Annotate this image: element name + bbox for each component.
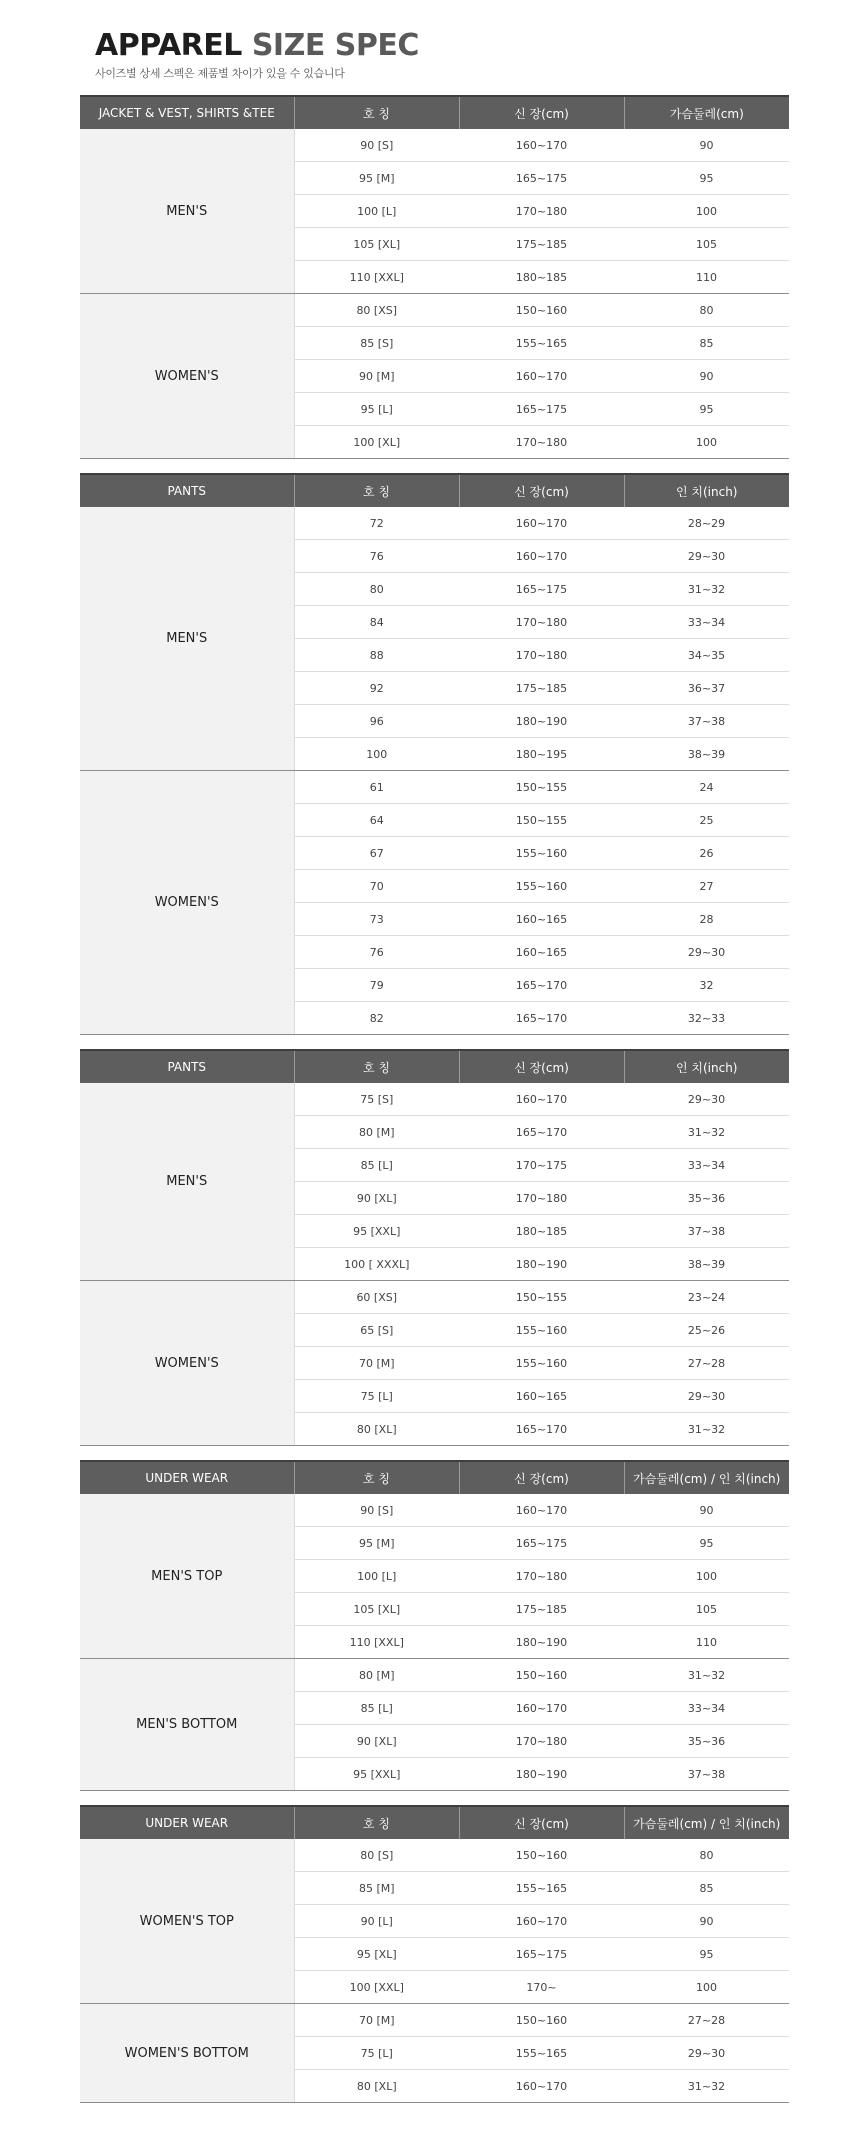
size-cell: 85 [L] xyxy=(294,1149,459,1182)
table-row xyxy=(80,1083,789,1116)
size-cell: 92 xyxy=(294,672,459,705)
size-table xyxy=(80,1460,789,1791)
height-cell: 165~170 xyxy=(459,969,624,1002)
height-cell: 150~155 xyxy=(459,804,624,837)
measure-cell: 31~32 xyxy=(624,1659,789,1692)
measure-cell: 29~30 xyxy=(624,936,789,969)
measure-cell: 24 xyxy=(624,771,789,804)
column-header: 신 장(cm) xyxy=(459,474,624,507)
measure-cell: 100 xyxy=(624,1560,789,1593)
group-label: WOMEN'S xyxy=(80,294,294,459)
column-header: 가슴둘레(cm) / 인 치(inch) xyxy=(624,1806,789,1839)
table-header-row xyxy=(80,1050,789,1083)
measure-cell: 31~32 xyxy=(624,1413,789,1446)
height-cell: 170~180 xyxy=(459,426,624,459)
height-cell: 165~175 xyxy=(459,393,624,426)
column-header: 인 치(inch) xyxy=(624,474,789,507)
size-cell: 110 [XXL] xyxy=(294,261,459,294)
height-cell: 160~165 xyxy=(459,903,624,936)
height-cell: 165~170 xyxy=(459,1002,624,1035)
size-cell: 75 [S] xyxy=(294,1083,459,1116)
size-cell: 80 [XL] xyxy=(294,2070,459,2103)
table-row xyxy=(80,1839,789,1872)
table-row xyxy=(80,2004,789,2037)
height-cell: 170~175 xyxy=(459,1149,624,1182)
measure-cell: 34~35 xyxy=(624,639,789,672)
table-row xyxy=(80,294,789,327)
title-apparel: APPAREL xyxy=(95,28,242,63)
size-cell: 90 [S] xyxy=(294,1494,459,1527)
page-subtitle: 사이즈별 상세 스펙은 제품별 차이가 있을 수 있습니다 xyxy=(95,67,345,80)
column-header: UNDER WEAR xyxy=(80,1806,294,1839)
measure-cell: 32~33 xyxy=(624,1002,789,1035)
height-cell: 160~170 xyxy=(459,507,624,540)
measure-cell: 37~38 xyxy=(624,1758,789,1791)
size-cell: 100 [XXL] xyxy=(294,1971,459,2004)
size-cell: 95 [XXL] xyxy=(294,1758,459,1791)
measure-cell: 38~39 xyxy=(624,738,789,771)
size-table xyxy=(80,1049,789,1446)
height-cell: 160~170 xyxy=(459,129,624,162)
column-header: 호 칭 xyxy=(294,1050,459,1083)
column-header: 신 장(cm) xyxy=(459,1050,624,1083)
page-header xyxy=(95,28,419,81)
column-header: 가슴둘레(cm) / 인 치(inch) xyxy=(624,1461,789,1494)
height-cell: 165~175 xyxy=(459,1938,624,1971)
size-cell: 110 [XXL] xyxy=(294,1626,459,1659)
height-cell: 155~160 xyxy=(459,837,624,870)
height-cell: 165~170 xyxy=(459,1413,624,1446)
table-header-row xyxy=(80,1461,789,1494)
measure-cell: 35~36 xyxy=(624,1725,789,1758)
height-cell: 180~190 xyxy=(459,705,624,738)
measure-cell: 27~28 xyxy=(624,1347,789,1380)
height-cell: 160~170 xyxy=(459,1083,624,1116)
measure-cell: 28~29 xyxy=(624,507,789,540)
measure-cell: 80 xyxy=(624,1839,789,1872)
measure-cell: 100 xyxy=(624,1971,789,2004)
measure-cell: 32 xyxy=(624,969,789,1002)
measure-cell: 33~34 xyxy=(624,1692,789,1725)
height-cell: 150~160 xyxy=(459,2004,624,2037)
size-cell: 90 [M] xyxy=(294,360,459,393)
height-cell: 150~155 xyxy=(459,771,624,804)
height-cell: 155~160 xyxy=(459,870,624,903)
measure-cell: 95 xyxy=(624,1527,789,1560)
measure-cell: 31~32 xyxy=(624,1116,789,1149)
size-cell: 90 [S] xyxy=(294,129,459,162)
height-cell: 170~180 xyxy=(459,1182,624,1215)
size-cell: 100 xyxy=(294,738,459,771)
measure-cell: 33~34 xyxy=(624,1149,789,1182)
measure-cell: 36~37 xyxy=(624,672,789,705)
measure-cell: 29~30 xyxy=(624,2037,789,2070)
size-cell: 72 xyxy=(294,507,459,540)
height-cell: 155~160 xyxy=(459,1347,624,1380)
height-cell: 160~170 xyxy=(459,2070,624,2103)
measure-cell: 85 xyxy=(624,1872,789,1905)
measure-cell: 25 xyxy=(624,804,789,837)
height-cell: 180~195 xyxy=(459,738,624,771)
height-cell: 175~185 xyxy=(459,672,624,705)
measure-cell: 31~32 xyxy=(624,573,789,606)
height-cell: 155~165 xyxy=(459,327,624,360)
table-header-row xyxy=(80,474,789,507)
measure-cell: 35~36 xyxy=(624,1182,789,1215)
measure-cell: 29~30 xyxy=(624,1380,789,1413)
height-cell: 170~180 xyxy=(459,639,624,672)
size-cell: 100 [L] xyxy=(294,1560,459,1593)
size-cell: 85 [S] xyxy=(294,327,459,360)
height-cell: 150~160 xyxy=(459,294,624,327)
column-header: 호 칭 xyxy=(294,474,459,507)
measure-cell: 29~30 xyxy=(624,1083,789,1116)
height-cell: 170~180 xyxy=(459,606,624,639)
size-table xyxy=(80,473,789,1035)
column-header: PANTS xyxy=(80,1050,294,1083)
column-header: 호 칭 xyxy=(294,1461,459,1494)
height-cell: 165~170 xyxy=(459,1116,624,1149)
size-cell: 70 [M] xyxy=(294,1347,459,1380)
height-cell: 180~185 xyxy=(459,261,624,294)
size-cell: 76 xyxy=(294,936,459,969)
size-cell: 65 [S] xyxy=(294,1314,459,1347)
size-cell: 95 [XL] xyxy=(294,1938,459,1971)
column-header: UNDER WEAR xyxy=(80,1461,294,1494)
measure-cell: 95 xyxy=(624,393,789,426)
measure-cell: 110 xyxy=(624,1626,789,1659)
table-row xyxy=(80,1494,789,1527)
size-cell: 95 [L] xyxy=(294,393,459,426)
size-cell: 96 xyxy=(294,705,459,738)
measure-cell: 80 xyxy=(624,294,789,327)
size-cell: 95 [M] xyxy=(294,162,459,195)
height-cell: 165~175 xyxy=(459,1527,624,1560)
measure-cell: 23~24 xyxy=(624,1281,789,1314)
height-cell: 150~155 xyxy=(459,1281,624,1314)
measure-cell: 90 xyxy=(624,360,789,393)
group-label: MEN'S xyxy=(80,1083,294,1281)
measure-cell: 31~32 xyxy=(624,2070,789,2103)
size-cell: 80 [XS] xyxy=(294,294,459,327)
group-label: WOMEN'S xyxy=(80,1281,294,1446)
height-cell: 170~ xyxy=(459,1971,624,2004)
measure-cell: 26 xyxy=(624,837,789,870)
size-cell: 61 xyxy=(294,771,459,804)
height-cell: 160~170 xyxy=(459,1905,624,1938)
height-cell: 180~185 xyxy=(459,1215,624,1248)
measure-cell: 85 xyxy=(624,327,789,360)
size-cell: 79 xyxy=(294,969,459,1002)
measure-cell: 90 xyxy=(624,129,789,162)
column-header: 신 장(cm) xyxy=(459,96,624,129)
group-label: WOMEN'S xyxy=(80,771,294,1035)
height-cell: 175~185 xyxy=(459,228,624,261)
height-cell: 180~190 xyxy=(459,1248,624,1281)
size-cell: 75 [L] xyxy=(294,2037,459,2070)
measure-cell: 29~30 xyxy=(624,540,789,573)
column-header: JACKET & VEST, SHIRTS &TEE xyxy=(80,96,294,129)
size-cell: 80 xyxy=(294,573,459,606)
size-cell: 105 [XL] xyxy=(294,228,459,261)
table-row xyxy=(80,507,789,540)
height-cell: 165~175 xyxy=(459,162,624,195)
table-header-row xyxy=(80,96,789,129)
size-spec-tables xyxy=(80,95,789,2117)
size-cell: 80 [M] xyxy=(294,1116,459,1149)
group-label: WOMEN'S BOTTOM xyxy=(80,2004,294,2103)
column-header: 신 장(cm) xyxy=(459,1461,624,1494)
size-cell: 64 xyxy=(294,804,459,837)
height-cell: 160~170 xyxy=(459,1692,624,1725)
height-cell: 170~180 xyxy=(459,1725,624,1758)
height-cell: 155~165 xyxy=(459,1872,624,1905)
group-label: MEN'S xyxy=(80,507,294,771)
height-cell: 175~185 xyxy=(459,1593,624,1626)
measure-cell: 90 xyxy=(624,1494,789,1527)
size-cell: 67 xyxy=(294,837,459,870)
column-header: 인 치(inch) xyxy=(624,1050,789,1083)
size-cell: 82 xyxy=(294,1002,459,1035)
size-cell: 95 [M] xyxy=(294,1527,459,1560)
height-cell: 165~175 xyxy=(459,573,624,606)
size-cell: 73 xyxy=(294,903,459,936)
size-cell: 85 [L] xyxy=(294,1692,459,1725)
size-cell: 60 [XS] xyxy=(294,1281,459,1314)
table-row xyxy=(80,771,789,804)
group-label: WOMEN'S TOP xyxy=(80,1839,294,2004)
size-cell: 100 [L] xyxy=(294,195,459,228)
height-cell: 170~180 xyxy=(459,1560,624,1593)
column-header: 가슴둘레(cm) xyxy=(624,96,789,129)
height-cell: 155~160 xyxy=(459,1314,624,1347)
size-table xyxy=(80,1805,789,2103)
measure-cell: 100 xyxy=(624,426,789,459)
size-cell: 85 [M] xyxy=(294,1872,459,1905)
group-label: MEN'S BOTTOM xyxy=(80,1659,294,1791)
column-header: 호 칭 xyxy=(294,96,459,129)
height-cell: 170~180 xyxy=(459,195,624,228)
height-cell: 150~160 xyxy=(459,1659,624,1692)
size-cell: 80 [S] xyxy=(294,1839,459,1872)
size-cell: 88 xyxy=(294,639,459,672)
measure-cell: 110 xyxy=(624,261,789,294)
size-cell: 70 xyxy=(294,870,459,903)
height-cell: 160~170 xyxy=(459,360,624,393)
size-cell: 70 [M] xyxy=(294,2004,459,2037)
size-cell: 105 [XL] xyxy=(294,1593,459,1626)
size-table xyxy=(80,95,789,459)
measure-cell: 105 xyxy=(624,228,789,261)
group-label: MEN'S xyxy=(80,129,294,294)
measure-cell: 27 xyxy=(624,870,789,903)
measure-cell: 38~39 xyxy=(624,1248,789,1281)
height-cell: 160~165 xyxy=(459,936,624,969)
size-cell: 80 [M] xyxy=(294,1659,459,1692)
column-header: 호 칭 xyxy=(294,1806,459,1839)
measure-cell: 25~26 xyxy=(624,1314,789,1347)
measure-cell: 33~34 xyxy=(624,606,789,639)
size-cell: 90 [L] xyxy=(294,1905,459,1938)
height-cell: 180~190 xyxy=(459,1758,624,1791)
size-cell: 75 [L] xyxy=(294,1380,459,1413)
size-cell: 76 xyxy=(294,540,459,573)
size-cell: 84 xyxy=(294,606,459,639)
measure-cell: 28 xyxy=(624,903,789,936)
size-cell: 90 [XL] xyxy=(294,1725,459,1758)
size-cell: 80 [XL] xyxy=(294,1413,459,1446)
page-title xyxy=(95,28,419,64)
group-label: MEN'S TOP xyxy=(80,1494,294,1659)
table-header-row xyxy=(80,1806,789,1839)
size-cell: 95 [XXL] xyxy=(294,1215,459,1248)
measure-cell: 95 xyxy=(624,162,789,195)
height-cell: 160~170 xyxy=(459,1494,624,1527)
measure-cell: 105 xyxy=(624,1593,789,1626)
height-cell: 150~160 xyxy=(459,1839,624,1872)
measure-cell: 90 xyxy=(624,1905,789,1938)
measure-cell: 37~38 xyxy=(624,705,789,738)
size-cell: 90 [XL] xyxy=(294,1182,459,1215)
size-cell: 100 [ XXXL] xyxy=(294,1248,459,1281)
measure-cell: 27~28 xyxy=(624,2004,789,2037)
table-row xyxy=(80,129,789,162)
height-cell: 180~190 xyxy=(459,1626,624,1659)
height-cell: 160~165 xyxy=(459,1380,624,1413)
measure-cell: 37~38 xyxy=(624,1215,789,1248)
measure-cell: 100 xyxy=(624,195,789,228)
size-cell: 100 [XL] xyxy=(294,426,459,459)
table-row xyxy=(80,1281,789,1314)
column-header: 신 장(cm) xyxy=(459,1806,624,1839)
title-size-spec: SIZE SPEC xyxy=(251,28,419,63)
measure-cell: 95 xyxy=(624,1938,789,1971)
height-cell: 160~170 xyxy=(459,540,624,573)
table-row xyxy=(80,1659,789,1692)
column-header: PANTS xyxy=(80,474,294,507)
height-cell: 155~165 xyxy=(459,2037,624,2070)
